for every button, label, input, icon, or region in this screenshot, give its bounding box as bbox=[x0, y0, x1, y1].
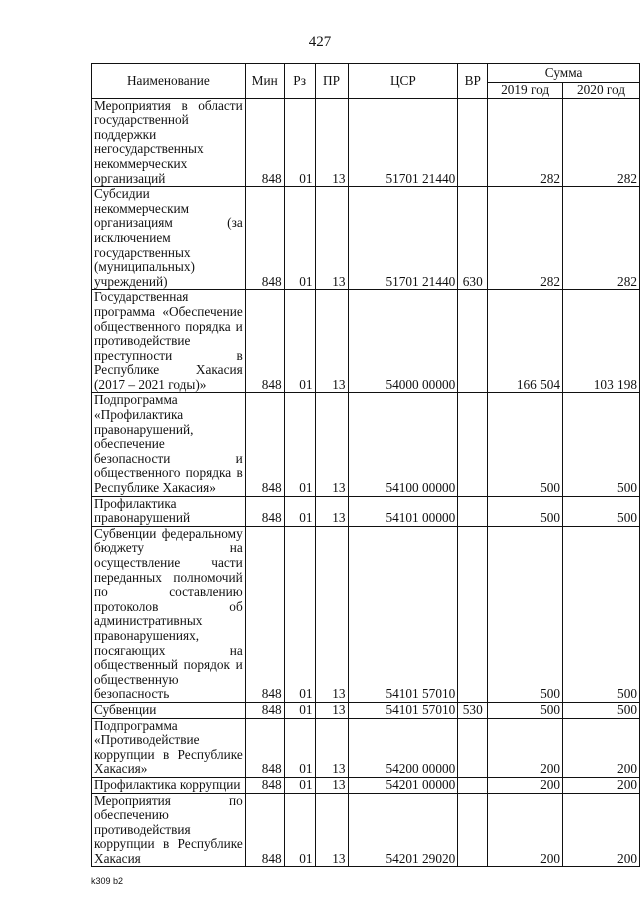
cell-min: 848 bbox=[245, 393, 284, 496]
cell-min: 848 bbox=[245, 793, 284, 867]
table-body bbox=[92, 98, 640, 867]
cell-min: 848 bbox=[245, 718, 284, 777]
cell-rz: 01 bbox=[284, 98, 315, 187]
cell-pr: 13 bbox=[315, 702, 348, 718]
cell-csr: 54000 00000 bbox=[348, 290, 458, 393]
cell-2020: 200 bbox=[563, 718, 640, 777]
cell-min: 848 bbox=[245, 777, 284, 793]
table-row bbox=[92, 526, 640, 702]
table-row bbox=[92, 187, 640, 290]
cell-2019: 200 bbox=[488, 777, 563, 793]
cell-csr: 51701 21440 bbox=[348, 98, 458, 187]
cell-csr: 54101 57010 bbox=[348, 702, 458, 718]
cell-name: Подпрограмма «Профилактика правонарушений, обеспечение безопасности и общественного порядка в Республике Хакасия» bbox=[92, 393, 246, 496]
cell-rz: 01 bbox=[284, 702, 315, 718]
header-csr: ЦСР bbox=[348, 64, 458, 99]
cell-2019: 282 bbox=[488, 98, 563, 187]
cell-min: 848 bbox=[245, 187, 284, 290]
table-row bbox=[92, 718, 640, 777]
table-row bbox=[92, 393, 640, 496]
cell-pr: 13 bbox=[315, 98, 348, 187]
cell-pr: 13 bbox=[315, 187, 348, 290]
page-number: 427 bbox=[308, 34, 332, 50]
table-row bbox=[92, 702, 640, 718]
cell-2019: 500 bbox=[488, 393, 563, 496]
budget-table bbox=[91, 63, 640, 867]
cell-pr: 13 bbox=[315, 290, 348, 393]
cell-vr bbox=[458, 393, 488, 496]
cell-pr: 13 bbox=[315, 777, 348, 793]
cell-2020: 500 bbox=[563, 526, 640, 702]
cell-vr bbox=[458, 526, 488, 702]
header-name: Наименование bbox=[92, 64, 246, 99]
cell-pr: 13 bbox=[315, 718, 348, 777]
cell-min: 848 bbox=[245, 496, 284, 526]
cell-rz: 01 bbox=[284, 777, 315, 793]
cell-name: Государственная программа «Обеспечение общественного порядка и противодействие преступности в Республике Хакасия (2017 – 2021 годы)» bbox=[92, 290, 246, 393]
header-min: Мин bbox=[245, 64, 284, 99]
cell-2019: 200 bbox=[488, 718, 563, 777]
cell-vr bbox=[458, 496, 488, 526]
cell-2019: 282 bbox=[488, 187, 563, 290]
cell-rz: 01 bbox=[284, 718, 315, 777]
cell-csr: 54201 00000 bbox=[348, 777, 458, 793]
table-row bbox=[92, 496, 640, 526]
cell-vr bbox=[458, 777, 488, 793]
header-pr: ПР bbox=[315, 64, 348, 99]
header-year-2020: 2020 год bbox=[563, 83, 640, 99]
cell-rz: 01 bbox=[284, 793, 315, 867]
cell-csr: 54200 00000 bbox=[348, 718, 458, 777]
cell-rz: 01 bbox=[284, 496, 315, 526]
cell-csr: 54201 29020 bbox=[348, 793, 458, 867]
cell-vr bbox=[458, 718, 488, 777]
cell-2020: 282 bbox=[563, 98, 640, 187]
header-rz: Рз bbox=[284, 64, 315, 99]
cell-vr: 530 bbox=[458, 702, 488, 718]
cell-2020: 500 bbox=[563, 702, 640, 718]
cell-name: Мероприятия по обеспечению противодействия коррупции в Республике Хакасия bbox=[92, 793, 246, 867]
cell-csr: 54101 57010 bbox=[348, 526, 458, 702]
cell-2020: 200 bbox=[563, 793, 640, 867]
cell-2020: 282 bbox=[563, 187, 640, 290]
cell-rz: 01 bbox=[284, 187, 315, 290]
cell-2020: 103 198 bbox=[563, 290, 640, 393]
cell-vr: 630 bbox=[458, 187, 488, 290]
header-sum: Сумма bbox=[488, 64, 640, 83]
table-row bbox=[92, 793, 640, 867]
cell-2019: 200 bbox=[488, 793, 563, 867]
cell-min: 848 bbox=[245, 98, 284, 187]
cell-csr: 51701 21440 bbox=[348, 187, 458, 290]
cell-name: Профилактика правонарушений bbox=[92, 496, 246, 526]
cell-pr: 13 bbox=[315, 393, 348, 496]
cell-pr: 13 bbox=[315, 526, 348, 702]
cell-vr bbox=[458, 793, 488, 867]
cell-min: 848 bbox=[245, 526, 284, 702]
cell-2020: 200 bbox=[563, 777, 640, 793]
cell-2019: 500 bbox=[488, 702, 563, 718]
cell-name: Мероприятия в области государственной поддержки негосударственных некоммерческих организаций bbox=[92, 98, 246, 187]
cell-min: 848 bbox=[245, 290, 284, 393]
footer-code: k309 b2 bbox=[91, 876, 124, 886]
table-row bbox=[92, 98, 640, 187]
cell-name: Подпрограмма «Противодействие коррупции в Республике Хакасия» bbox=[92, 718, 246, 777]
table-row bbox=[92, 290, 640, 393]
cell-rz: 01 bbox=[284, 290, 315, 393]
header-year-2019: 2019 год bbox=[488, 83, 563, 99]
cell-min: 848 bbox=[245, 702, 284, 718]
cell-name: Субвенции федеральному бюджету на осуществление части переданных полномочий по составлению протоколов об административных правонарушениях, посягающих на общественный порядок и общественную безопасность bbox=[92, 526, 246, 702]
cell-2020: 500 bbox=[563, 496, 640, 526]
cell-name: Субвенции bbox=[92, 702, 246, 718]
cell-csr: 54100 00000 bbox=[348, 393, 458, 496]
table-header bbox=[92, 64, 640, 99]
cell-rz: 01 bbox=[284, 393, 315, 496]
cell-vr bbox=[458, 290, 488, 393]
cell-2019: 166 504 bbox=[488, 290, 563, 393]
table-row bbox=[92, 777, 640, 793]
cell-2019: 500 bbox=[488, 526, 563, 702]
cell-name: Профилактика коррупции bbox=[92, 777, 246, 793]
cell-vr bbox=[458, 98, 488, 187]
cell-2020: 500 bbox=[563, 393, 640, 496]
cell-rz: 01 bbox=[284, 526, 315, 702]
cell-pr: 13 bbox=[315, 793, 348, 867]
cell-csr: 54101 00000 bbox=[348, 496, 458, 526]
header-vr: ВР bbox=[458, 64, 488, 99]
cell-2019: 500 bbox=[488, 496, 563, 526]
cell-name: Субсидии некоммерческим организациям (за исключением государственных (муниципальных) учреждений) bbox=[92, 187, 246, 290]
cell-pr: 13 bbox=[315, 496, 348, 526]
